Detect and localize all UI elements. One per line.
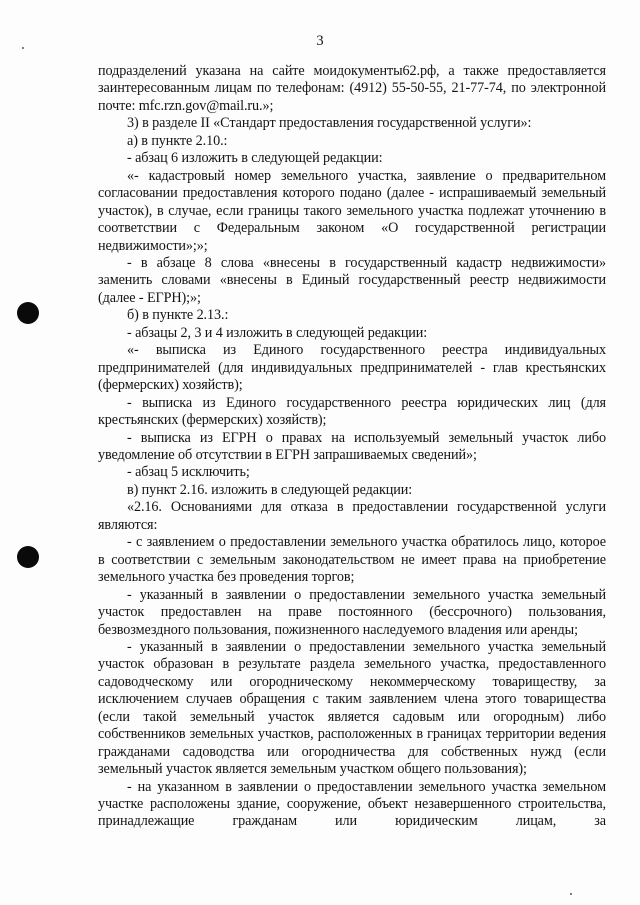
paragraph: 3) в разделе II «Стандарт предоставления государственной услуги»: (127, 115, 532, 132)
paragraph: - с заявлением о предоставлении земельного участка обратилось лицо, которое в соответствии с земельным законодательством не имеет права на приобретение земельного участка без проведения торгов; (98, 534, 606, 586)
paragraph: - выписка из ЕГРН о правах на используемый земельный участок либо уведомление об отсутствии в ЕГРН запрашиваемых сведений»; (98, 429, 606, 463)
paragraph: - указанный в заявлении о предоставлении земельного участка земельный участок предоставлен на праве постоянного (бессрочного) пользования, безвозмездного пользования, пожизненного наследуемого владения или аренды; (98, 586, 606, 638)
paragraph: «- выписка из Единого государственного реестра индивидуальных предпринимателей (для индивидуальных предпринимателей - глав крестьянских (фермерских) хозяйств); (98, 342, 606, 394)
paragraph: б) в пункте 2.13.: (127, 307, 229, 324)
paragraph: а) в пункте 2.10.: (127, 132, 228, 149)
paragraph: - абзац 6 изложить в следующей редакции: (127, 150, 383, 167)
paragraph: в) пункт 2.16. изложить в следующей редакции: (127, 481, 413, 498)
paragraph: - на указанном в заявлении о предоставлении земельного участка земельном участке расположены здание, сооружение, объект незавершенного строительства, принадлежащие гражданам или юридическим лицам, за (98, 778, 606, 830)
paragraph: - указанный в заявлении о предоставлении земельного участка земельный участок образован в результате раздела земельного участка, предоставленного садоводческому или огородническому некоммерческому товариществу, за исключением случаев обращения с таким заявлением члена этого товарищества (если такой земельный участок является садовым или огородным) либо собственников земельных участков, расположенных в границах территории ведения гражданами садоводства или огородничества для собственных нужд (если земельный участок является земельным участком общего пользования); (98, 638, 606, 778)
scan-speck (570, 893, 572, 895)
page-number: 3 (316, 33, 324, 49)
paragraph: «- кадастровый номер земельного участка, заявление о предварительном согласовании предоставления которого подано (далее - испрашиваемый земельный участок), в случае, если границы такого земельного участка подлежат уточнению в соответствии с Федеральным законом «О государственной регистрации недвижимости»;»; (98, 167, 606, 254)
paragraph: - абзац 5 исключить; (127, 464, 250, 481)
punch-hole-mark (17, 302, 39, 324)
punch-hole-mark (17, 546, 39, 568)
document-body-text (98, 63, 606, 831)
paragraph: - абзацы 2, 3 и 4 изложить в следующей редакции: (127, 324, 428, 341)
paragraph: «2.16. Основаниями для отказа в предоставлении государственной услуги являются: (98, 499, 606, 533)
paragraph: подразделений указана на сайте моидокументы62.рф, а также предоставляется заинтересованным лицам по телефонам: (4912) 55-50-55, 21-77-74, по электронной почте: mfc.rzn.gov@mail.ru.»; (98, 63, 606, 114)
scan-speck (22, 47, 24, 49)
paragraph: - выписка из Единого государственного реестра юридических лиц (для крестьянских (фермерских) хозяйств); (98, 394, 606, 429)
paragraph: - в абзаце 8 слова «внесены в государственный кадастр недвижимости» заменить словами «внесены в Единый государственный реестр недвижимости (далее - ЕГРН);»; (98, 254, 606, 306)
